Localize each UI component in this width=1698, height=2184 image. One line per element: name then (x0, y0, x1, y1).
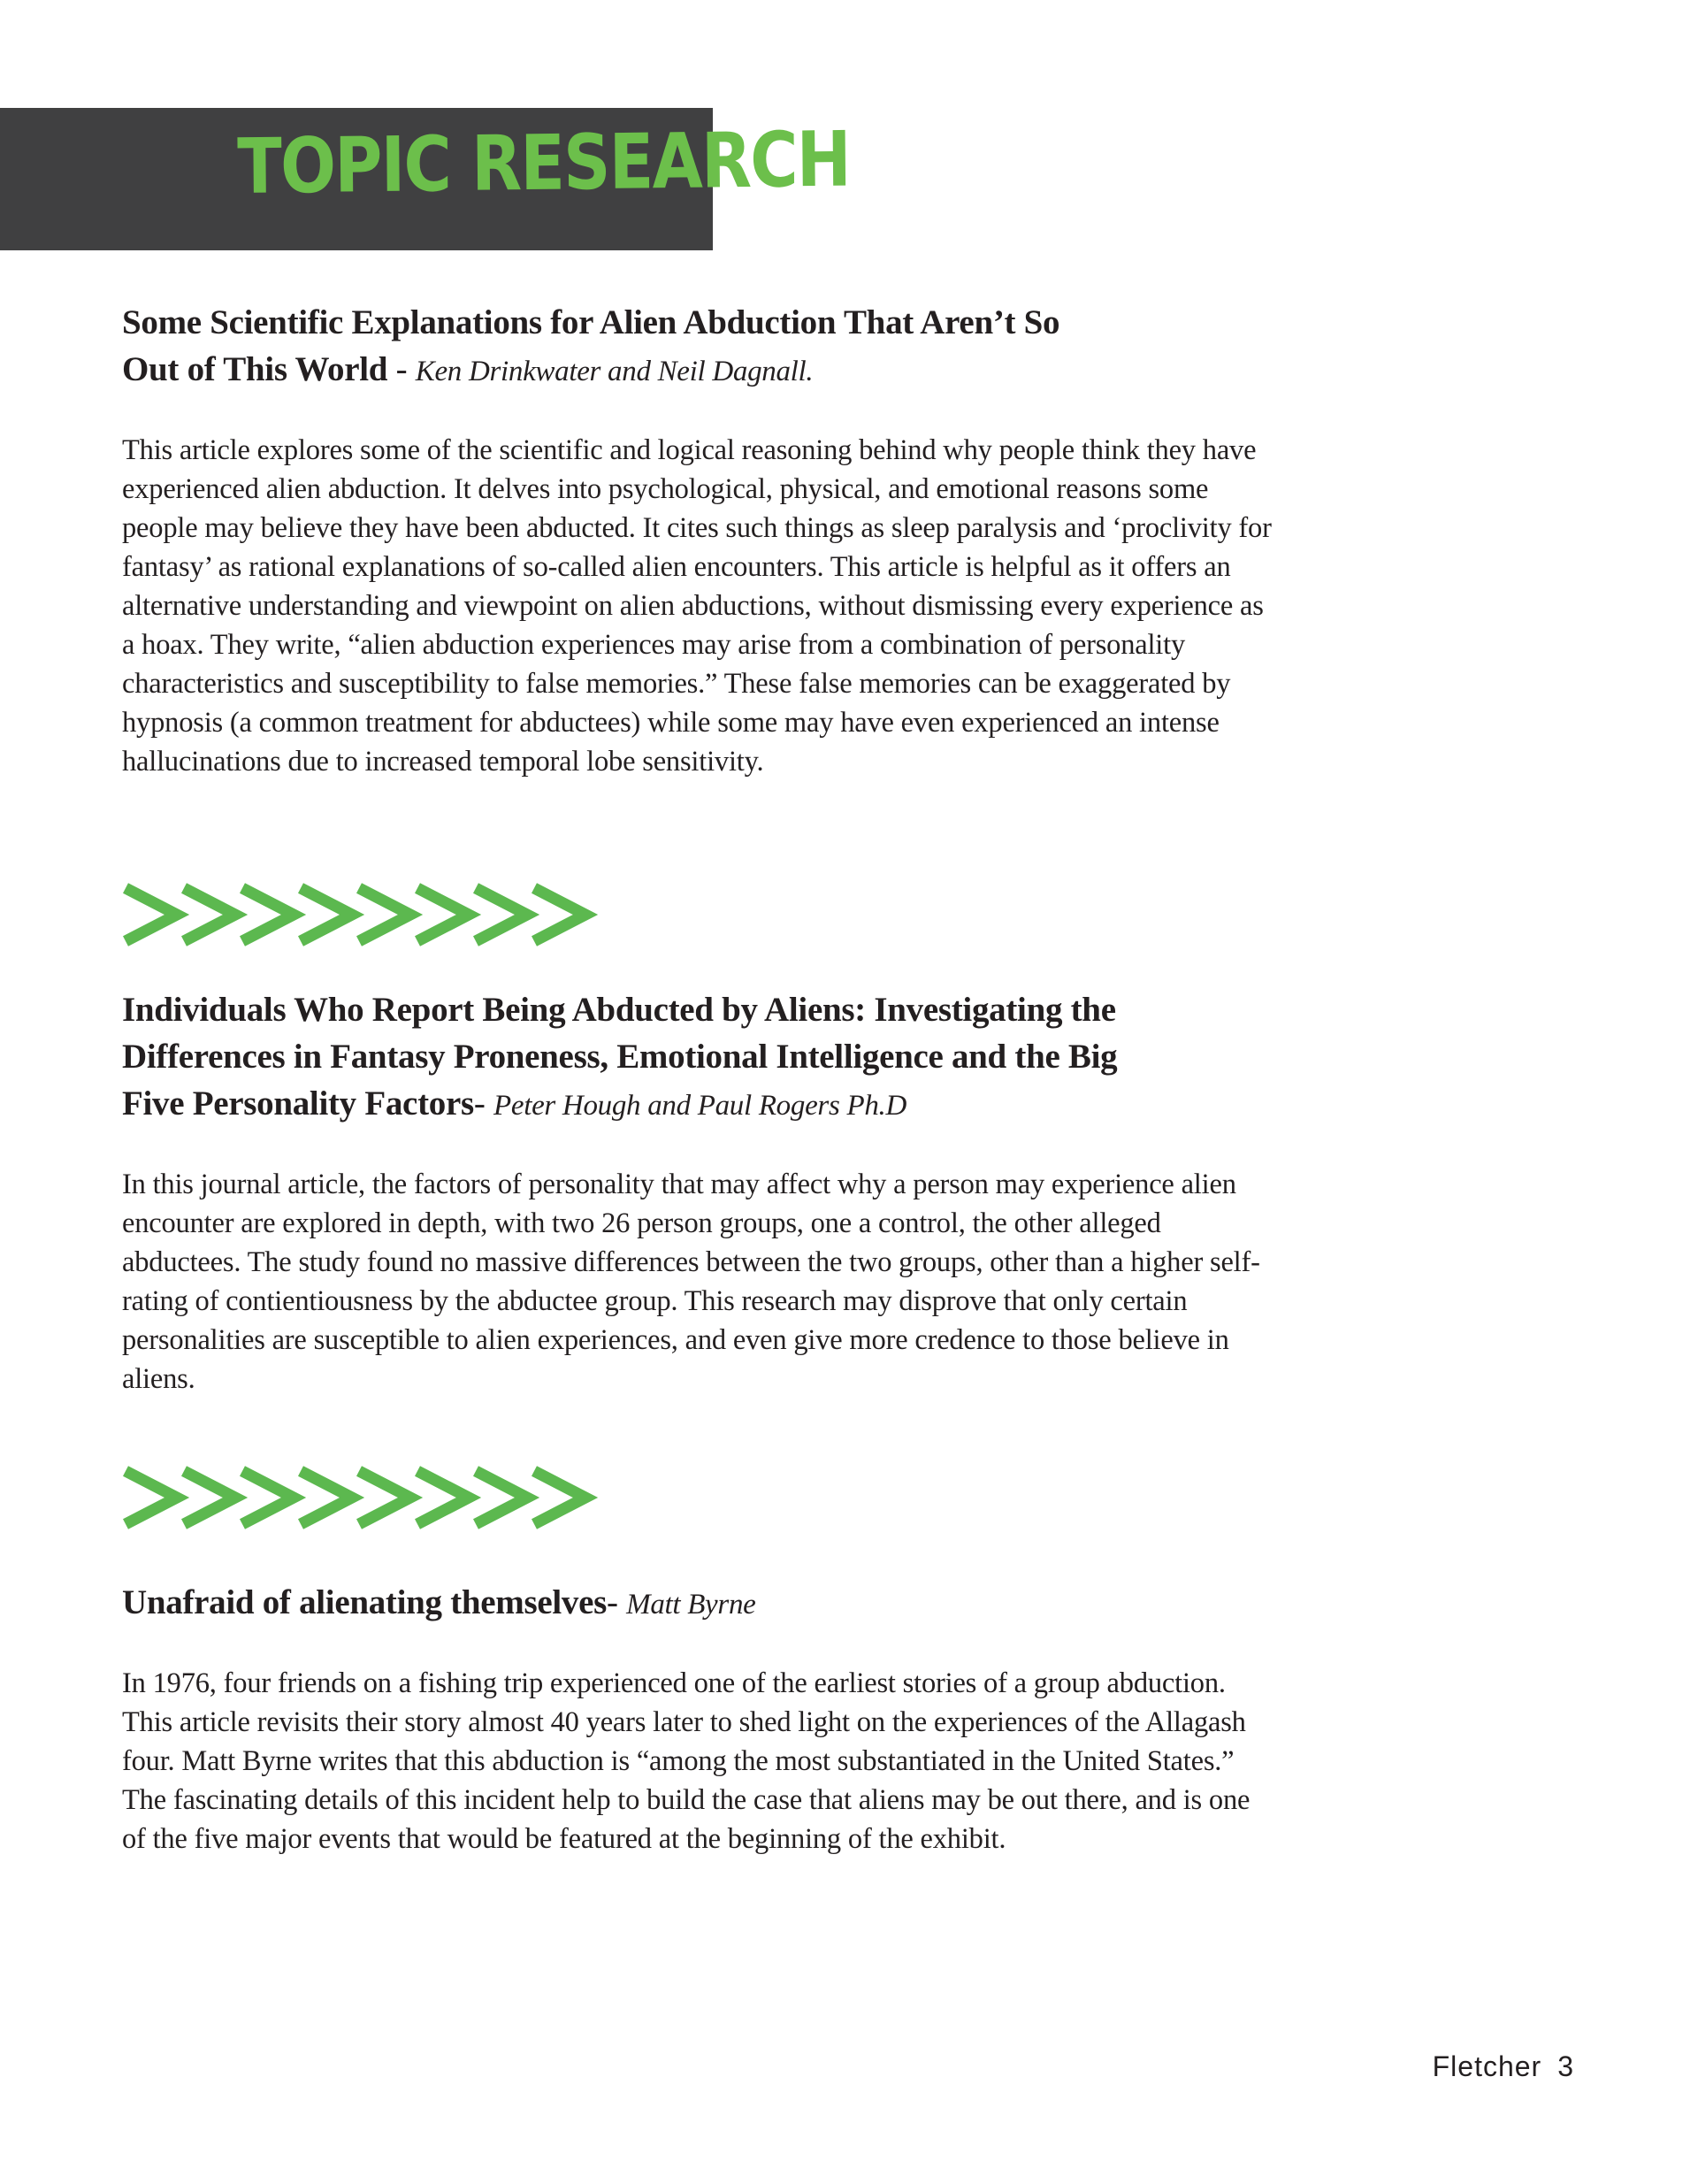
chevron-divider (122, 881, 600, 948)
chevron-icon (359, 888, 410, 941)
article-body: This article explores some of the scientific and logical reasoning behind why people think they have experienced alien abduction. It delves into psychological, physical, and emotional reasons some people may believe they have been abducted. It cites such things as sleep paralysis and ‘proclivity for fantasy’ as rational explanations of so-called alien encounters. This article is helpful as it offers an alternative understanding and viewpoint on alien abductions, without dismissing every experience as a hoax. They write, “alien abduction experiences may arise from a combination of personality characteristics and susceptibility to false memories.” These false memories can be exaggerated by hypnosis (a common treatment for abductees) while some may have even experienced an intense hallucinations due to increased temporal lobe sensitivity. (122, 434, 1272, 778)
chevron-icon (301, 888, 352, 941)
chevron-icon (242, 888, 294, 941)
article-body: In this journal article, the factors of personality that may affect why a person may experience alien encounter are explored in depth, with two 26 person groups, one a control, the other alleged abductees. The study found no massive differences between the two groups, other than a higher self-rating of contientiousness by the abductee group. This research may disprove that only certain personalities are susceptible to alien experiences, and even give more credence to those believe in aliens. (122, 1169, 1260, 1395)
article-2 (122, 986, 1272, 1399)
article-author: Ken Drinkwater and Neil Dagnall. (415, 356, 814, 387)
article-title (122, 299, 1272, 395)
article-title-line: Differences in Fantasy Proneness, Emotional Intelligence and the Big (122, 1038, 1118, 1076)
article-author: Matt Byrne (626, 1589, 756, 1621)
chevron-icon (184, 888, 235, 941)
page-number: 3 (1557, 2050, 1574, 2082)
chevron-icon (476, 1471, 527, 1524)
footer-author-name: Fletcher (1432, 2050, 1542, 2082)
article-1 (122, 299, 1272, 781)
author-separator: - (387, 350, 416, 388)
article-3 (122, 1579, 1272, 1858)
page-footer (1433, 2050, 1574, 2083)
article-title-line: Unafraid of alienating themselves (122, 1583, 607, 1621)
chevron-icon (126, 1471, 177, 1524)
page-title: TOPIC RESEARCH (236, 115, 851, 211)
chevron-icon (417, 888, 469, 941)
chevron-divider (122, 1464, 600, 1531)
article-title (122, 986, 1272, 1130)
chevron-icon (417, 1471, 469, 1524)
chevron-icon (184, 1471, 235, 1524)
chevron-icon (476, 888, 527, 941)
chevron-icon (534, 888, 585, 941)
article-title-line: Out of This World (122, 350, 388, 388)
author-separator: - (606, 1583, 627, 1621)
chevron-icon (301, 1471, 352, 1524)
article-title-line: Some Scientific Explanations for Alien Abduction That Aren’t So (122, 303, 1060, 341)
article-title (122, 1579, 1272, 1628)
article-body: In 1976, four friends on a fishing trip experienced one of the earliest stories of a group abduction. This article revisits their story almost 40 years later to shed light on the experiences of the Allagash four. Matt Byrne writes that this abduction is “among the most substantiated in the United States.” The fascinating details of this incident help to build the case that aliens may be out there, and is one of the five major events that would be featured at the beginning of the exhibit. (122, 1667, 1251, 1855)
chevron-icon (126, 888, 177, 941)
author-separator: - (473, 1084, 493, 1123)
article-title-line: Five Personality Factors (122, 1084, 474, 1123)
chevron-icon (242, 1471, 294, 1524)
chevron-icon (359, 1471, 410, 1524)
article-author: Peter Hough and Paul Rogers Ph.D (493, 1090, 906, 1122)
article-title-line: Individuals Who Report Being Abducted by Aliens: Investigating the (122, 991, 1116, 1029)
chevron-icon (534, 1471, 585, 1524)
header-banner (0, 108, 851, 250)
